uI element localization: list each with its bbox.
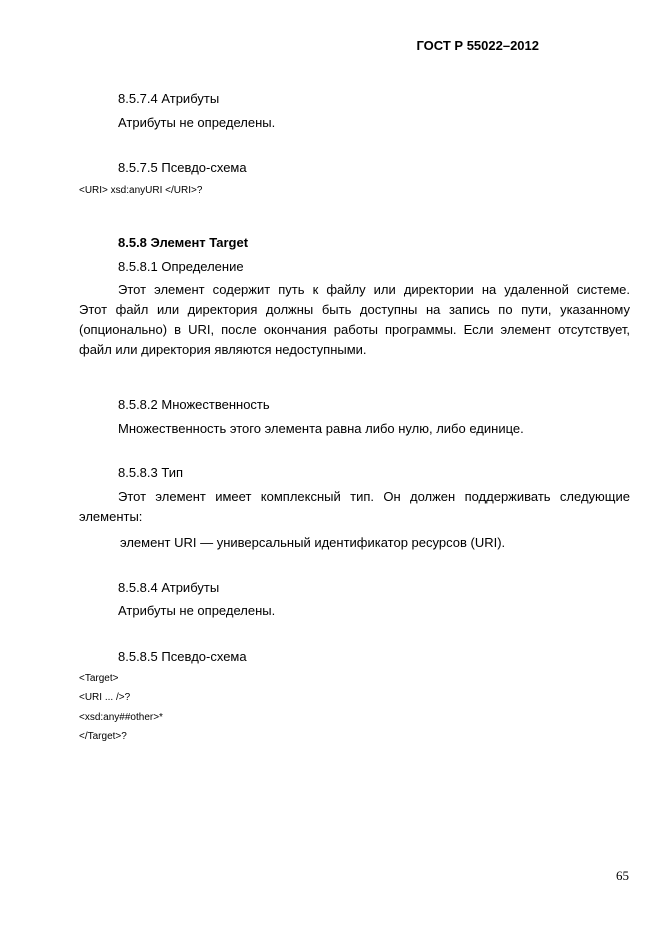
definition-line: Этот файл или директория должны быть доступны на запись по пути, указанному [79, 302, 630, 317]
type-line: Этот элемент имеет комплексный тип. Он должен поддерживать следующие [118, 489, 630, 504]
section-858-heading: 8.5.8 Элемент Target [118, 235, 249, 250]
section-8584-text: Атрибуты не определены. [118, 603, 276, 618]
definition-line: (опционально) в URI, после окончания работы программы. Если элемент отсутствует, [79, 322, 630, 337]
schema-code-line: <Target> [79, 673, 119, 684]
schema-code-line: <URI ... />? [79, 692, 131, 703]
definition-line: файл или директория являются недоступными. [79, 342, 367, 357]
section-8574-heading: 8.5.7.4 Атрибуты [118, 91, 220, 106]
section-8585-heading: 8.5.8.5 Псевдо-схема [118, 649, 247, 664]
schema-code-line: <xsd:any##other>* [79, 712, 163, 723]
section-8582-heading: 8.5.8.2 Множественность [118, 397, 270, 412]
schema-code-line: </Target>? [79, 731, 127, 742]
section-8581-heading: 8.5.8.1 Определение [118, 259, 244, 274]
type-list-item: элемент URI — универсальный идентификатор ресурсов (URI). [120, 535, 506, 550]
standard-header: ГОСТ Р 55022–2012 [416, 38, 539, 53]
page-number: 65 [616, 868, 629, 883]
section-8575-heading: 8.5.7.5 Псевдо-схема [118, 160, 247, 175]
definition-paragraph [79, 280, 630, 360]
type-line: элементы: [79, 509, 143, 524]
type-paragraph [79, 487, 630, 527]
section-8584-heading: 8.5.8.4 Атрибуты [118, 580, 220, 595]
section-8574-text: Атрибуты не определены. [118, 115, 276, 130]
section-8575-code: <URI> xsd:anyURI </URI>? [79, 185, 203, 196]
section-8582-text: Множественность этого элемента равна либо нулю, либо единице. [118, 421, 524, 436]
section-8583-heading: 8.5.8.3 Тип [118, 465, 184, 480]
definition-line: Этот элемент содержит путь к файлу или директории на удаленной системе. [118, 282, 630, 297]
